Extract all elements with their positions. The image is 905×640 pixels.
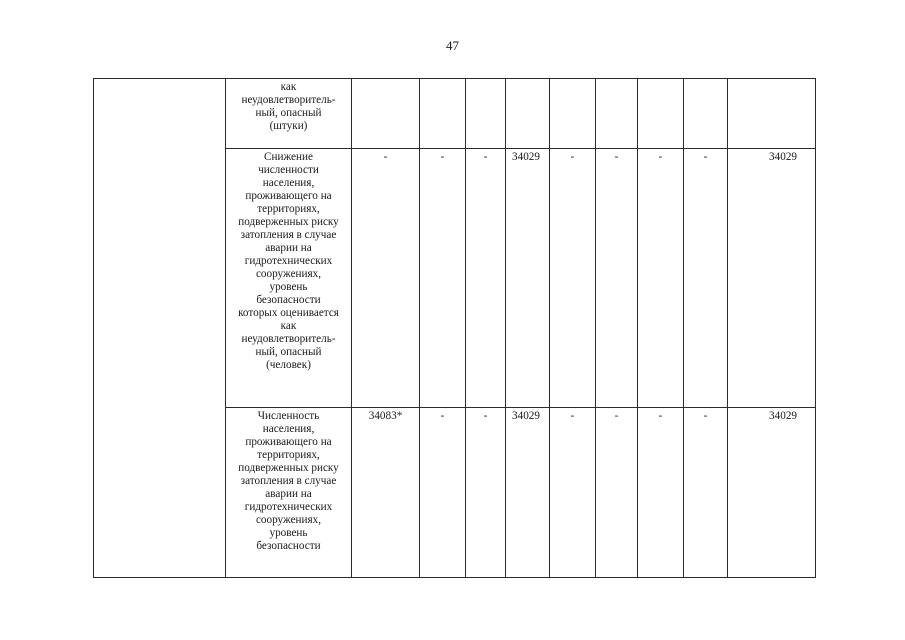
- value-cell: -: [352, 149, 420, 408]
- value-cell: -: [684, 149, 728, 408]
- value-cell: -: [684, 408, 728, 578]
- value-cell: 34029: [506, 408, 550, 578]
- value-cell: [420, 79, 466, 149]
- value-cell: [684, 79, 728, 149]
- value-cell: [352, 79, 420, 149]
- value-cell: -: [638, 149, 684, 408]
- value-cell: [550, 79, 596, 149]
- value-cell: [466, 79, 506, 149]
- value-cell: 34029: [506, 149, 550, 408]
- value-cell: -: [466, 149, 506, 408]
- value-cell: -: [550, 408, 596, 578]
- value-cell: [638, 79, 684, 149]
- indicator-table: [93, 78, 816, 578]
- merged-first-column-cell: [94, 79, 226, 578]
- value-cell: 34083*: [352, 408, 420, 578]
- value-cell: -: [420, 408, 466, 578]
- page-number: 47: [446, 38, 459, 53]
- table-row: [94, 79, 816, 149]
- value-cell: -: [420, 149, 466, 408]
- value-cell: -: [550, 149, 596, 408]
- value-cell: [596, 79, 638, 149]
- value-cell: -: [596, 408, 638, 578]
- value-cell: -: [466, 408, 506, 578]
- value-cell: 34029: [728, 149, 816, 408]
- indicator-description: Численность населения, проживающего на территориях, подверженных риску затопления в случае аварии на гидротехнических сооружениях, уровень безопасности: [226, 408, 352, 578]
- value-cell: -: [638, 408, 684, 578]
- value-cell: 34029: [728, 408, 816, 578]
- indicator-description: как неудовлетворитель- ный, опасный (штуки): [226, 79, 352, 149]
- value-cell: [506, 79, 550, 149]
- value-cell: [728, 79, 816, 149]
- indicator-description: Снижение численности населения, проживающего на территориях, подверженных риску затопления в случае аварии на гидротехнических сооружениях, уровень безопасности которых оценивается как неудовлетворитель- ный, опасный (человек): [226, 149, 352, 408]
- value-cell: -: [596, 149, 638, 408]
